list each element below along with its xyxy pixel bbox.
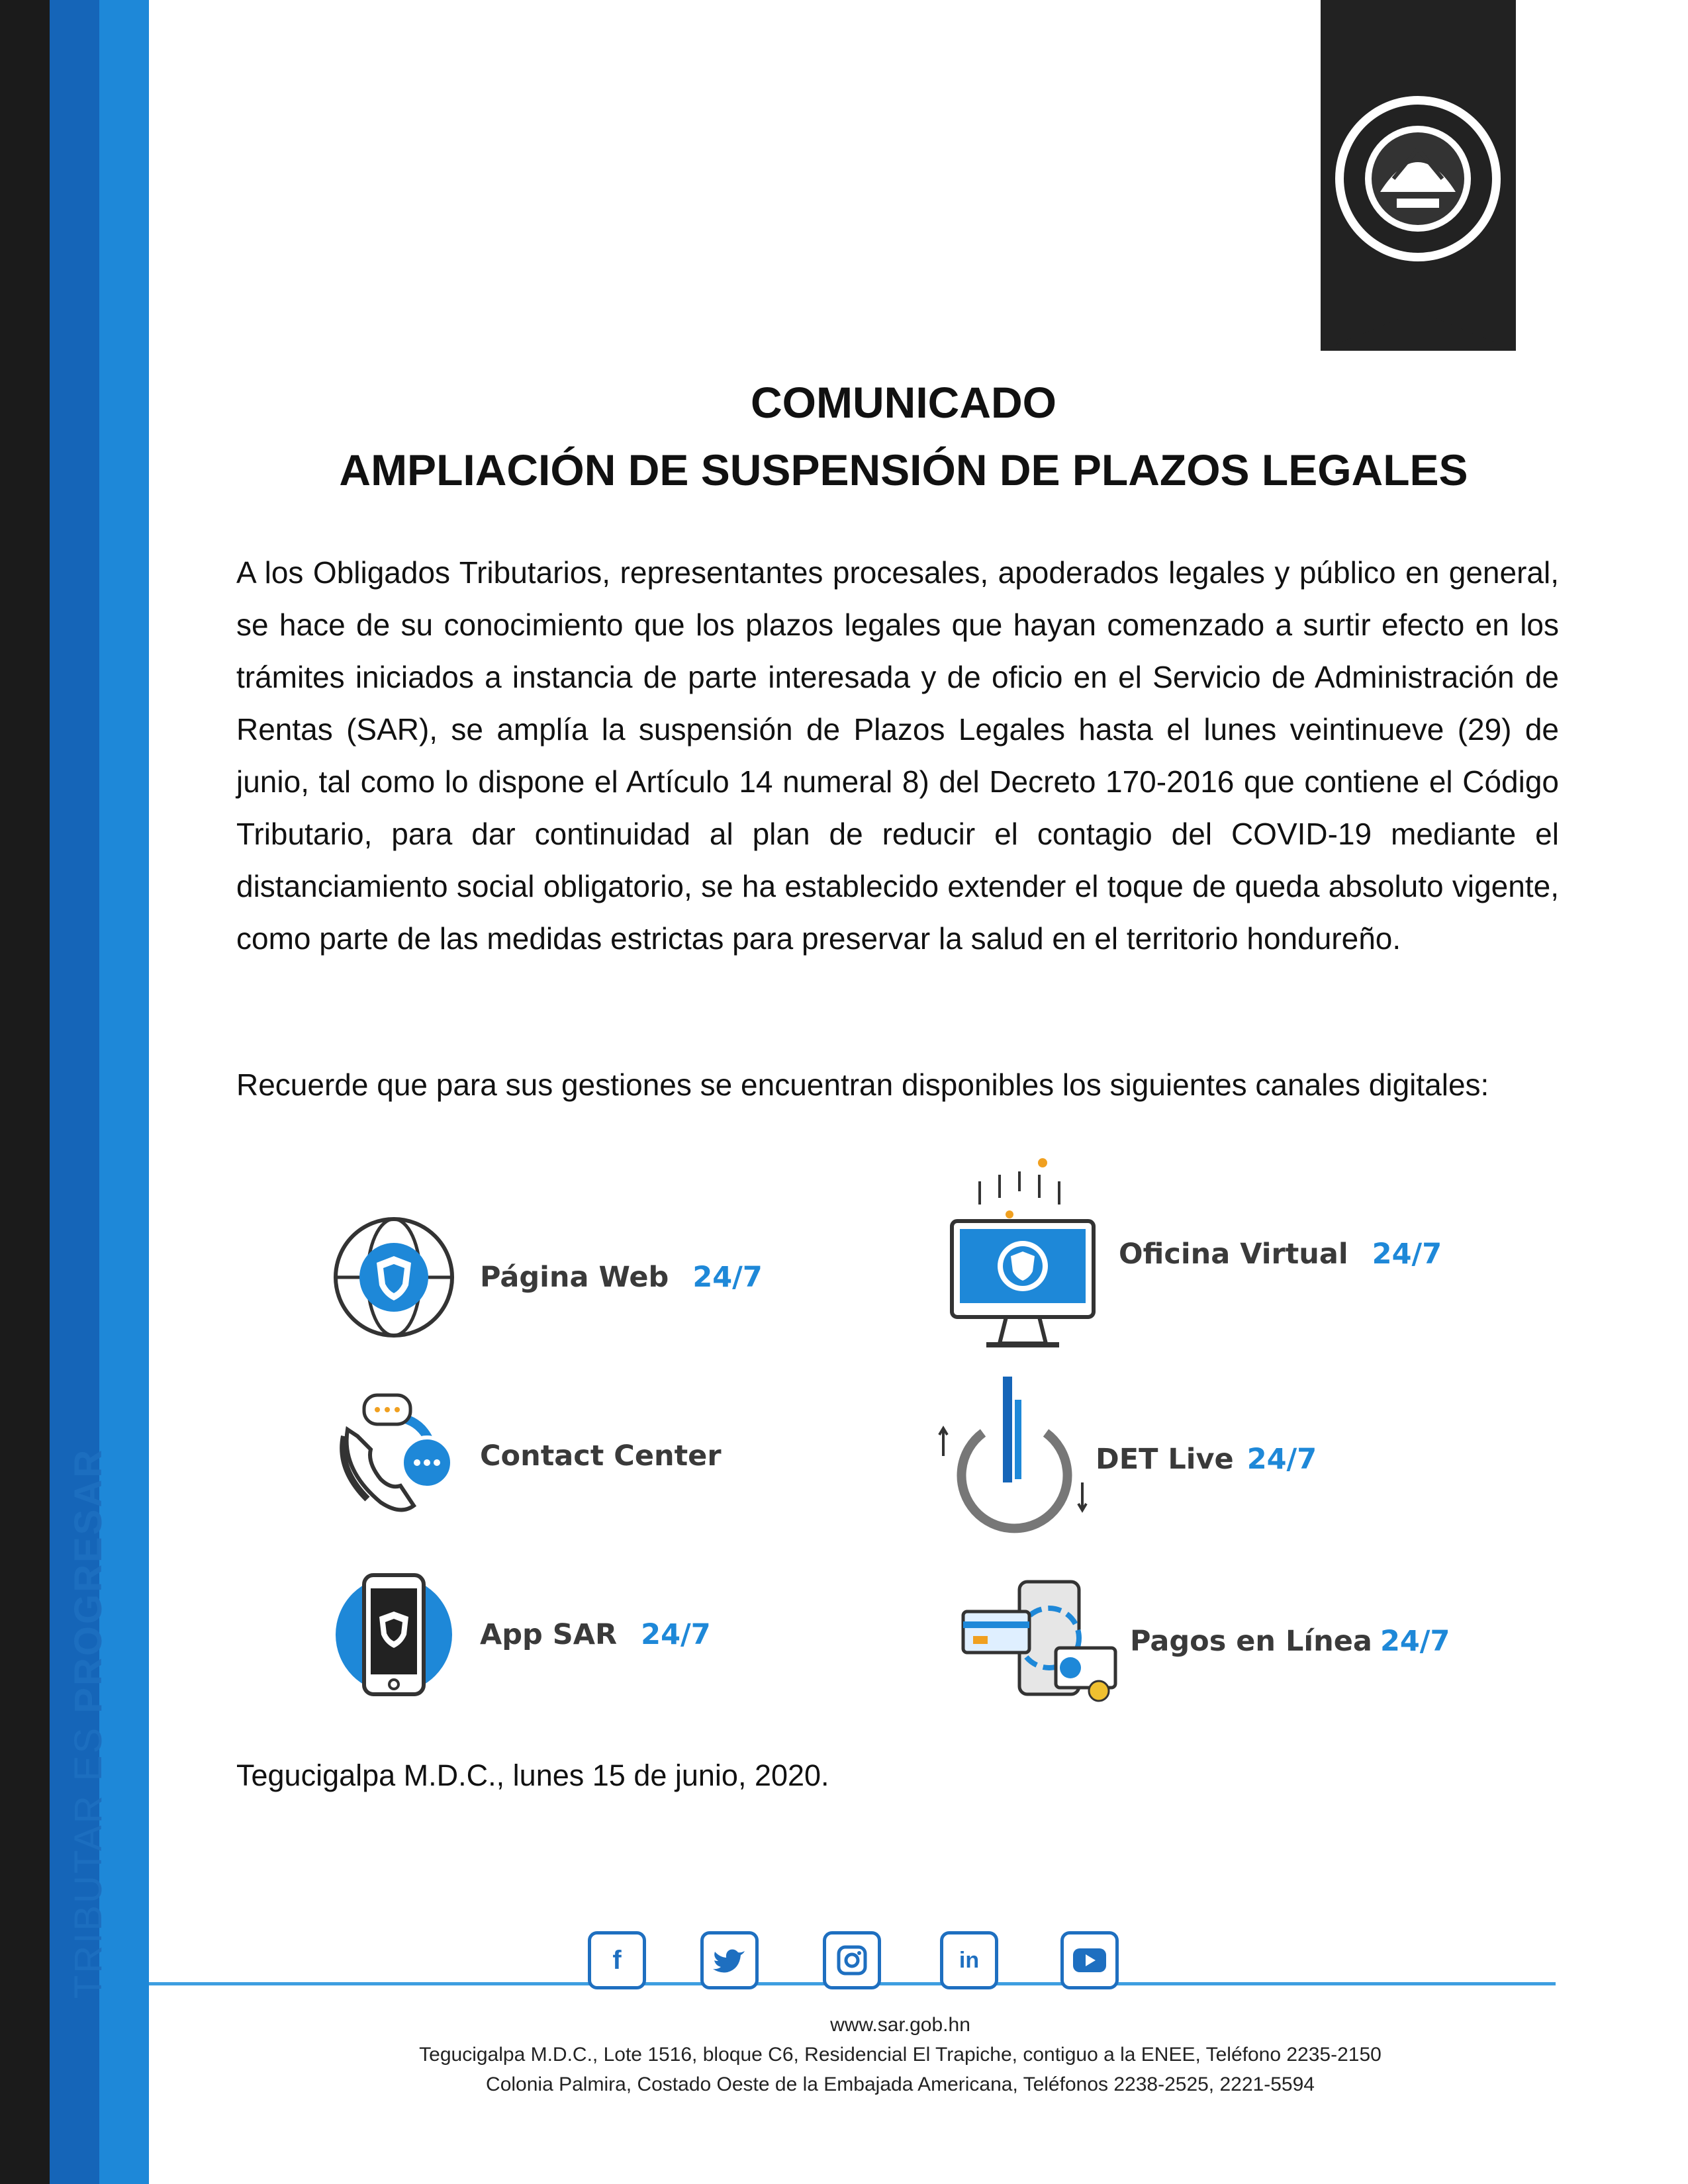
globe-shield-icon [328, 1211, 460, 1343]
youtube-icon[interactable] [1060, 1931, 1119, 1989]
side-slogan [62, 1337, 115, 1999]
title-comunicado: COMUNICADO [751, 378, 1056, 427]
channel-oficina-virtual [947, 1155, 1442, 1353]
channel-det-live [937, 1370, 1317, 1549]
phone-chat-icon [328, 1390, 460, 1522]
channel-availability: 24/7 [1372, 1238, 1442, 1271]
footer-address-1: Tegucigalpa M.D.C., Lote 1516, bloque C6, Residencial El Trapiche, contiguo a la ENEE, Teléfono 2235-2150 [419, 2044, 1382, 2066]
smartphone-shield-icon [328, 1562, 460, 1707]
facebook-glyph: f [612, 1945, 622, 1975]
twitter-icon[interactable] [700, 1931, 759, 1989]
body-paragraph-1: A los Obligados Tributarios, representantes procesales, apoderados legales y público en general, se hace de su conocimiento que los plazos legales que hayan comenzado a surtir efecto en los trámites iniciados a instancia de parte interesada y de oficio en el Servicio de Administración de Rentas (SAR), se amplía la suspensión de Plazos Legales hasta el lunes veintinueve (29) de junio, tal como lo dispone el Artículo 14 numeral 8) del Decreto 170-2016 que contiene el Código Tributario, para dar continuidad al plan de reducir el contagio del COVID-19 mediante el distanciamiento social obligatorio, se ha establecido extender el toque de queda absoluto vigente, como parte de las medidas estrictas para preservar la salud en el territorio hondureño. [236, 555, 1559, 956]
instagram-icon[interactable] [823, 1931, 881, 1989]
footer-website: www.sar.gob.hn [830, 2014, 970, 2036]
footer-address-2: Colonia Palmira, Costado Oeste de la Embajada Americana, Teléfonos 2238-2525, 2221-5594 [486, 2073, 1315, 2095]
body-paragraph-2: Recuerde que para sus gestiones se encuentran disponibles los siguientes canales digitales: [236, 1068, 1489, 1102]
payments-icon [957, 1575, 1122, 1707]
monitor-shield-icon [947, 1155, 1099, 1353]
power-icon [937, 1370, 1089, 1549]
sar-seal-logo [1321, 0, 1516, 351]
side-band-black [0, 0, 50, 2184]
slogan-part1: TRIBUTAR ES [66, 1725, 110, 1999]
channel-pagina-web [328, 1211, 763, 1343]
channel-label: Página Web [480, 1261, 669, 1294]
slogan-part2: PROGRESAR [66, 1447, 110, 1713]
seal-badge [1321, 0, 1516, 351]
channel-contact-center [328, 1390, 722, 1522]
channel-label: Oficina Virtual [1119, 1238, 1348, 1271]
channel-label: Pagos en Línea [1130, 1625, 1372, 1658]
channel-availability: 24/7 [692, 1261, 763, 1294]
channel-availability: 24/7 [1246, 1443, 1317, 1476]
channel-pagos-en-linea [957, 1575, 1450, 1707]
channel-availability: 24/7 [641, 1618, 711, 1651]
title-subject: AMPLIACIÓN DE SUSPENSIÓN DE PLAZOS LEGALES [339, 445, 1468, 494]
channel-label: App SAR [480, 1618, 618, 1651]
linkedin-glyph: in [959, 1947, 980, 1973]
twitter-bird-icon [713, 1947, 746, 1974]
channel-availability: 24/7 [1380, 1625, 1450, 1658]
youtube-play-icon [1072, 1947, 1107, 1974]
channel-label: DET Live [1096, 1443, 1234, 1476]
facebook-icon[interactable] [588, 1931, 646, 1989]
instagram-glyph-icon [836, 1944, 868, 1976]
linkedin-icon[interactable] [940, 1931, 998, 1989]
channel-app-sar [328, 1562, 711, 1707]
channel-label: Contact Center [480, 1439, 722, 1473]
dateline: Tegucigalpa M.D.C., lunes 15 de junio, 2020. [236, 1758, 829, 1792]
